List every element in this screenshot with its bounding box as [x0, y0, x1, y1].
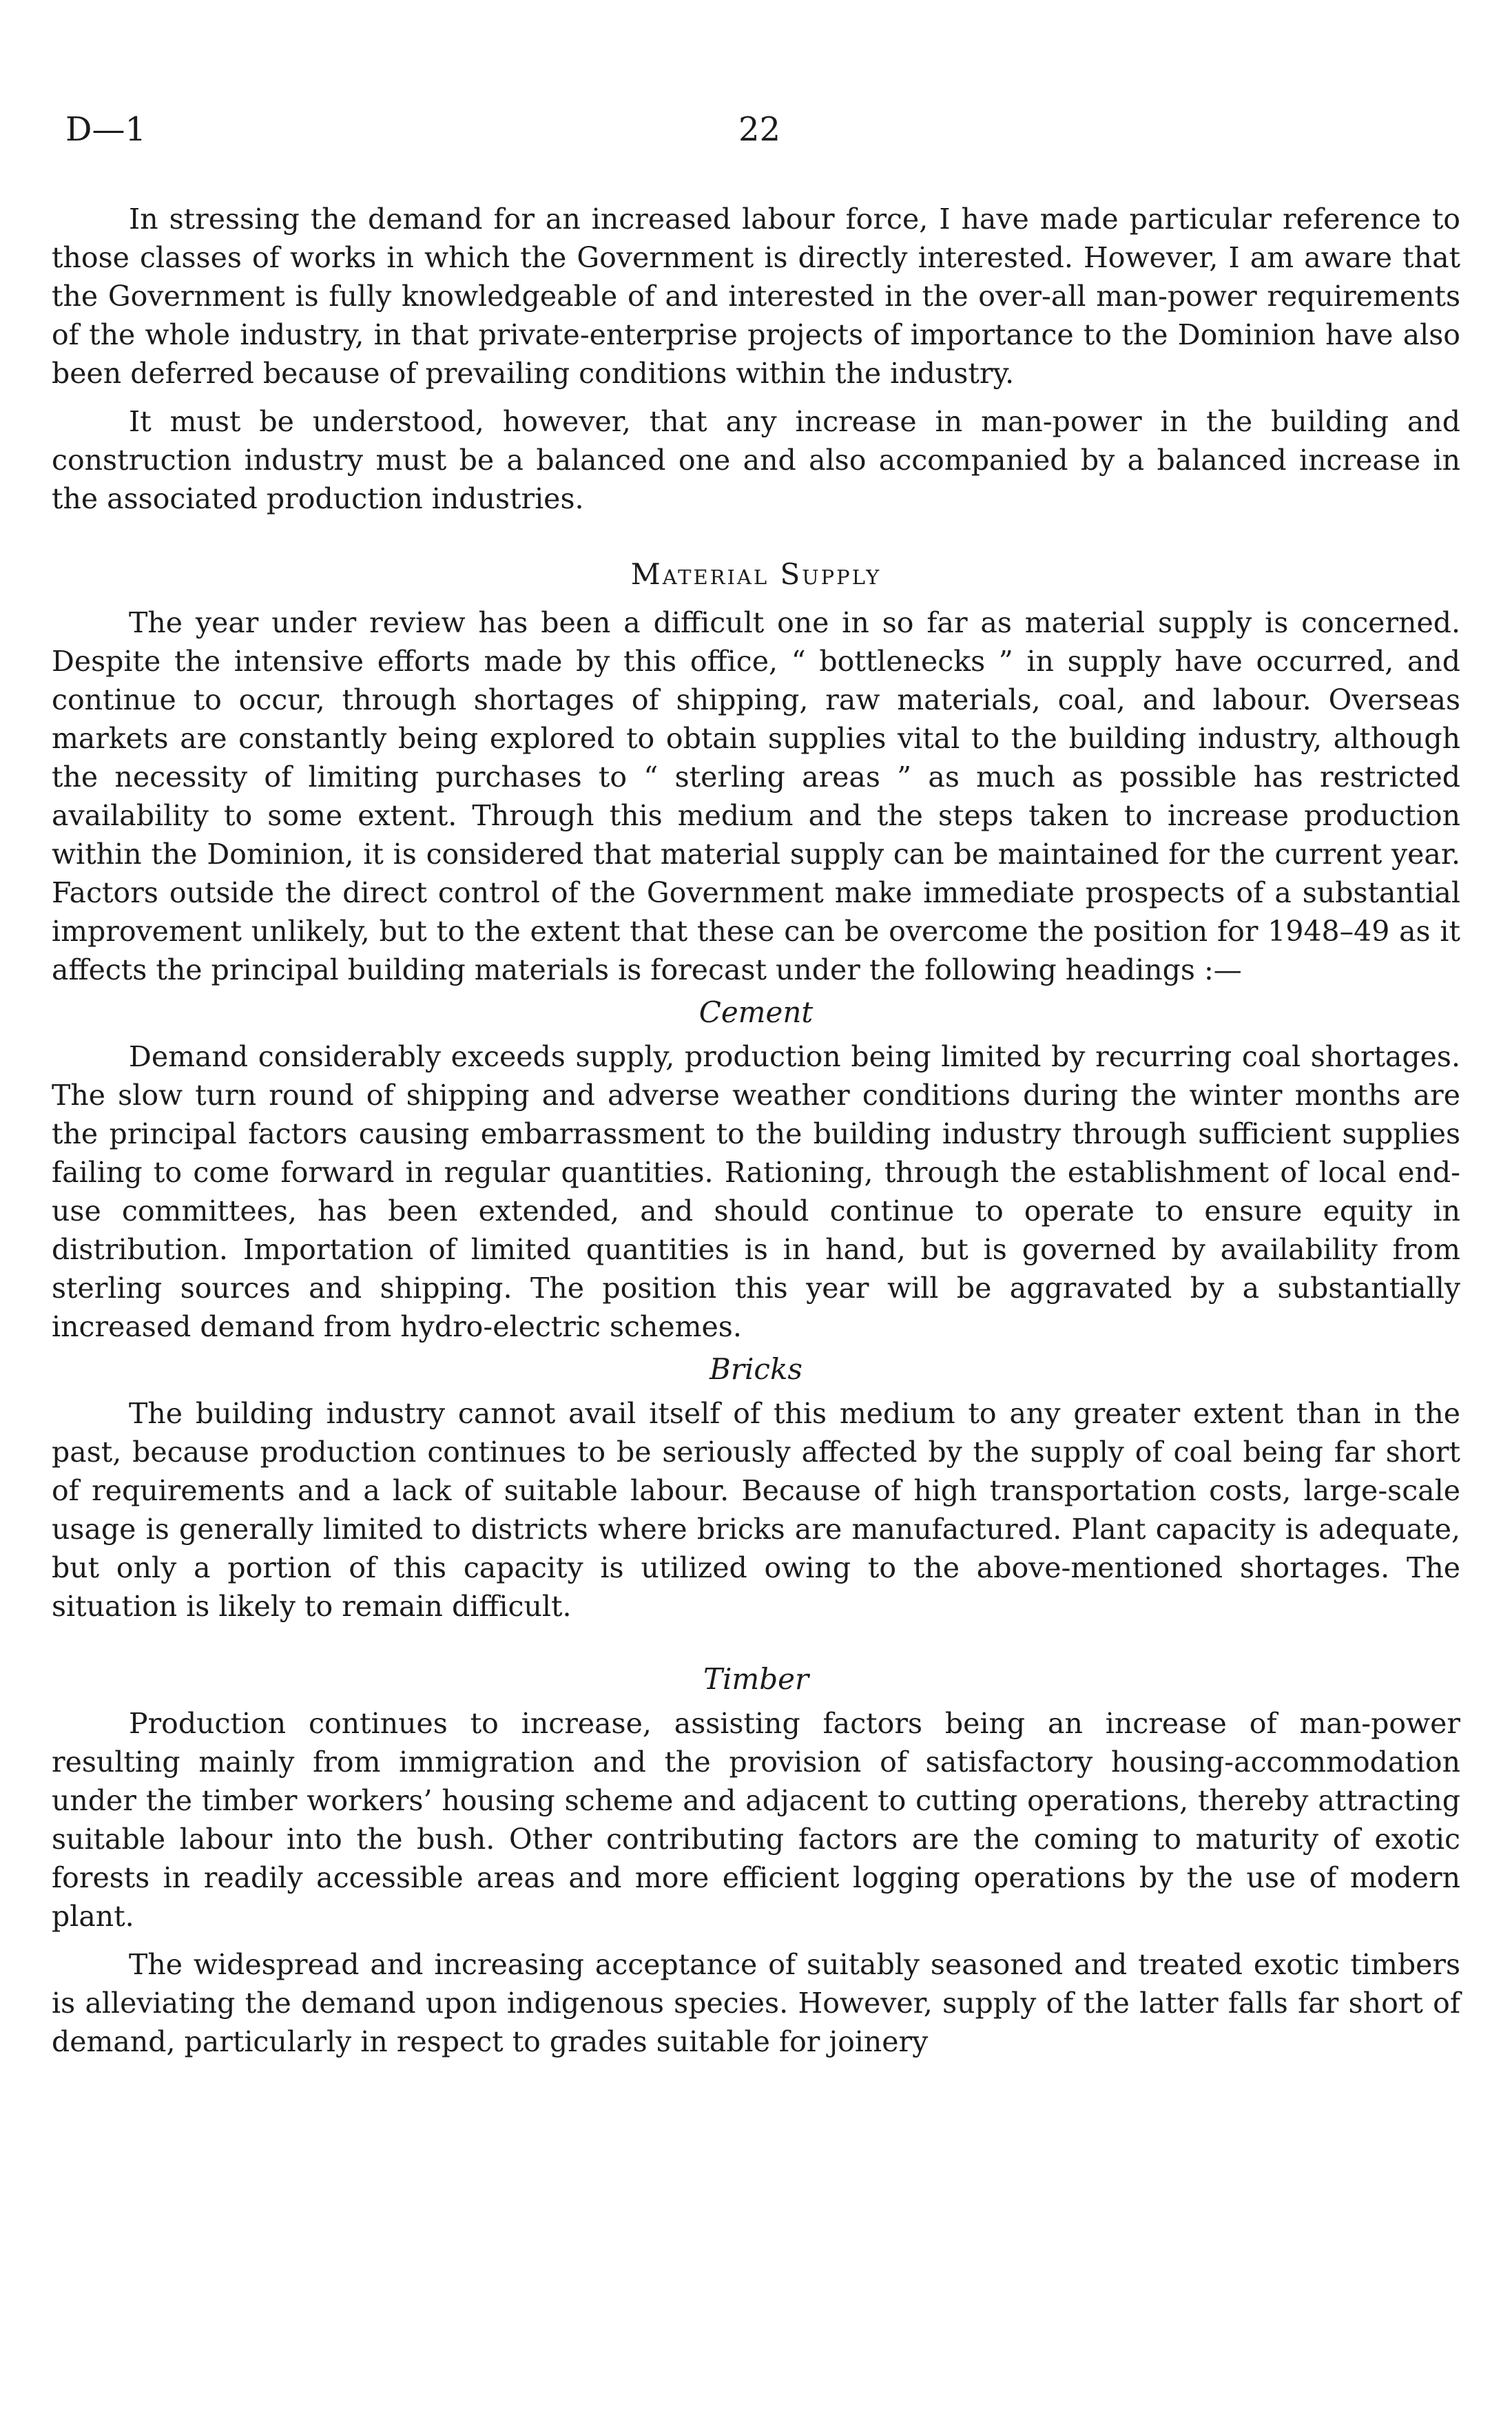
page-header — [65, 110, 1453, 165]
subheading-bricks: Bricks — [710, 1352, 802, 1386]
document-body — [52, 200, 1460, 2061]
section-heading-material-supply: Material Supply — [630, 557, 882, 591]
page-number: 22 — [738, 110, 781, 149]
subheading-timber: Timber — [703, 1662, 809, 1696]
paragraph-labour-force: In stressing the demand for an increased labour force, I have made particular reference to those classes of works in which the Government is directly interested. However, I am aware that the Government is fully knowledgeable of and interested in the over-all man-power requirements of the whole industry, in that private-enterprise projects of importance to the Dominion have also been deferred because of prevailing conditions within the industry. — [52, 203, 1460, 390]
paragraph-timber-production: Production continues to increase, assisting factors being an increase of man-power resulting mainly from immigration and the provision of satisfactory housing-accommodation under the timber workers’ housing scheme and adjacent to cutting operations, thereby attracting suitable labour into the bush. Other contributing factors are the coming to maturity of exotic forests in readily accessible areas and more efficient logging operations by the use of modern plant. — [52, 1707, 1460, 1933]
paragraph-cement: Demand considerably exceeds supply, production being limited by recurring coal shortages. The slow turn round of shipping and adverse weather conditions during the winter months are the principal factors causing embarrassment to the building industry through sufficient supplies failing to come forward in regular quantities. Rationing, through the establishment of local end-use committees, has been extended, and should continue to operate to ensure equity in distribution. Importation of limited quantities is in hand, but is governed by availability from sterling sources and shipping. The position this year will be aggravated by a substantially increased demand from hydro-electric schemes. — [52, 1040, 1460, 1343]
paragraph-material-supply: The year under review has been a difficult one in so far as material supply is concerned. Despite the intensive efforts made by this office, “ bottlenecks ” in supply have occurred, and continue to occur, through shortages of shipping, raw materials, coal, and labour. Overseas markets are constantly being explored to obtain supplies vital to the building industry, although the necessity of limiting purchases to “ sterling areas ” as much as possible has restricted availability to some extent. Through this medium and the steps taken to increase production within the Dominion, it is considered that material supply can be maintained for the current year. Factors outside the direct control of the Government make immediate prospects of a substantial improvement unlikely, but to the extent that these can be overcome the position for 1948–49 as it affects the principal building materials is forecast under the following headings :— — [52, 606, 1460, 986]
paragraph-bricks: The building industry cannot avail itself of this medium to any greater extent than in the past, because production continues to be seriously affected by the supply of coal being far short of requirements and a lack of suitable labour. Because of high transportation costs, large-scale usage is generally limited to districts where bricks are manufactured. Plant capacity is adequate, but only a portion of this capacity is utilized owing to the above-mentioned shortages. The situation is likely to remain difficult. — [52, 1397, 1460, 1623]
document-reference: D—1 — [65, 110, 147, 149]
paragraph-balanced-increase: It must be understood, however, that any increase in man-power in the building and construction industry must be a balanced one and also accompanied by a balanced increase in the associated production industries. — [52, 405, 1460, 515]
paragraph-timber-exotic: The widespread and increasing acceptance of suitably seasoned and treated exotic timbers is alleviating the demand upon indigenous species. However, supply of the latter falls far short of demand, particularly in respect to grades suitable for joinery — [52, 1948, 1460, 2058]
subheading-cement: Cement — [698, 995, 814, 1029]
